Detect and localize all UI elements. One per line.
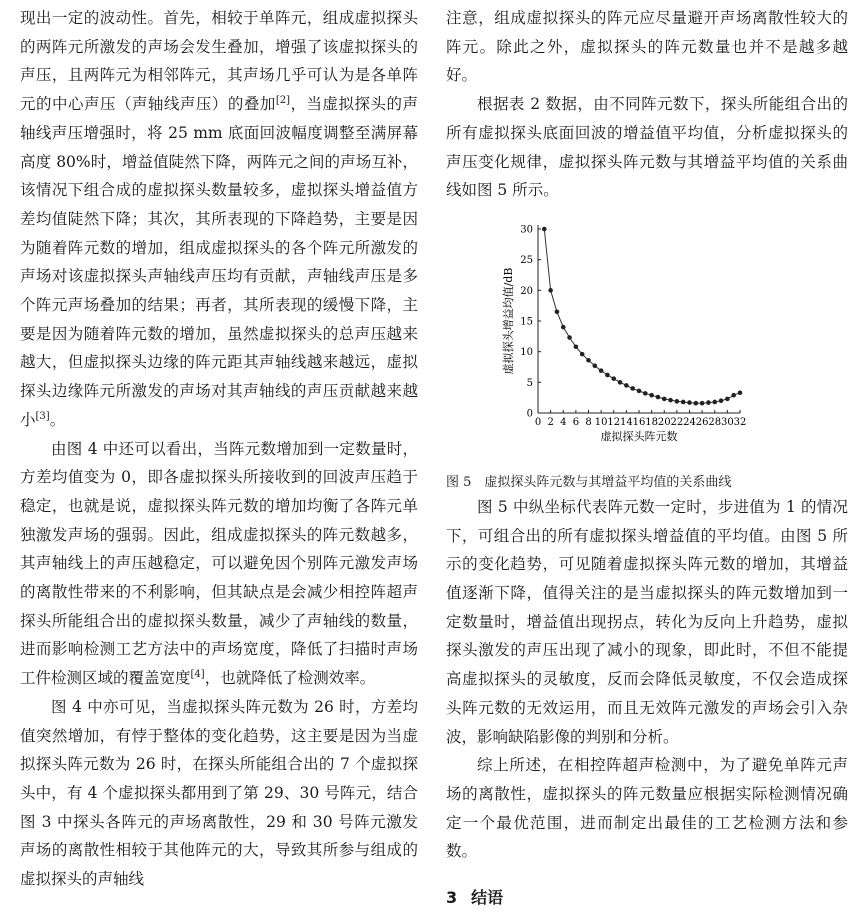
x-tick-label: 6 xyxy=(572,416,580,428)
data-point xyxy=(687,400,692,405)
x-tick-label: 14 xyxy=(620,416,633,428)
series-line xyxy=(544,229,740,403)
x-tick-label: 8 xyxy=(585,416,592,428)
y-axis-label: 虚拟探头增益均值/dB xyxy=(502,267,515,375)
data-point xyxy=(706,400,711,405)
data-point xyxy=(611,376,616,381)
figure-caption: 图 5 虚拟探头阵元数与其增益平均值的关系曲线 xyxy=(446,474,732,490)
paragraph: 图 5 中纵坐标代表阵元数一定时，步进值为 1 的情况下，可组合出的所有虚拟探头增益值的平均值。由图 5 所示的变化趋势，可见随着虚拟探头阵元数的增加，其增益值逐渐下降，值得关注的是当虚拟探头的阵元数增加到一定数量时，增益值出现拐点，转化为反向上升趋势，虚拟探头激发的声压出现了减小的现象，即此时，不但不能提高虚拟探头的灵敏度，反而会降低灵敏度，不仅会造成探头阵元数的无效运用，而且无效阵元激发的声场会引入杂波，影响缺陷影像的判别和分析。 xyxy=(446,497,848,746)
data-point xyxy=(548,288,553,293)
figure-5 xyxy=(446,211,848,473)
data-point xyxy=(649,393,654,398)
data-point xyxy=(624,383,629,388)
data-point xyxy=(681,400,686,405)
data-point xyxy=(662,397,667,402)
paragraph: 现出一定的波动性。首先，相较于单阵元，组成虚拟探头的两阵元所激发的声场会发生叠加，增强了该虚拟探头的声压，且两阵元为相邻阵元，其声场几乎可认为是各单阵元的中心声压（声轴线声压）的叠加[2]，当虚拟探头的声轴线声压增强时，将 25 mm 底面回波幅度调整至满屏幕高度 80%时，增益值陡然下降，两阵元之间的声场互补，该情况下组合成的虚拟探头数量较多，虚拟探头增益值方差均值陡然下降；其次，其所表现的下降趋势，主要是因为随着阵元数的增加，组成虚拟探头的各个阵元所激发的声场对该虚拟探头声轴线声压均有贡献，声轴线声压是多个阵元声场叠加的结果；再者，其所表现的缓慢下降，主要是因为随着阵元数的增加，虽然虚拟探头的总声压越来越大，但虚拟探头边缘的阵元距其声轴线越来越远，虚拟探头边缘阵元所激发的声场对其声轴线的声压贡献越来越小[3]。 xyxy=(20,9,418,429)
data-point xyxy=(580,352,585,357)
x-tick-label: 26 xyxy=(695,416,709,428)
x-tick-label: 28 xyxy=(708,416,722,428)
x-tick-label: 30 xyxy=(721,416,734,428)
x-tick-label: 16 xyxy=(632,416,646,428)
data-point xyxy=(542,227,547,232)
paragraph: 综上所述，在相控阵超声检测中，为了避免单阵元声场的离散性，虚拟探头的阵元数量应根据实际检测情况确定一个最优范围，进而制定出最佳的工艺检测方法和参数。 xyxy=(446,756,848,861)
section-heading xyxy=(446,884,848,913)
gain-curve-chart xyxy=(502,217,764,467)
citation: [3] xyxy=(35,410,50,422)
x-tick-label: 18 xyxy=(645,416,658,428)
section-title: 结语 xyxy=(471,888,504,908)
data-point xyxy=(738,390,743,395)
x-axis-label: 虚拟探头阵元数 xyxy=(600,429,678,443)
citation: [2] xyxy=(275,94,291,106)
section-number: 3 xyxy=(446,888,458,908)
data-point xyxy=(725,397,730,402)
data-point xyxy=(586,358,591,363)
x-tick-label: 4 xyxy=(560,416,567,428)
x-tick-label: 22 xyxy=(670,416,684,428)
data-point xyxy=(668,398,673,403)
left-column xyxy=(20,4,418,894)
data-point xyxy=(618,380,623,385)
y-tick-label: 15 xyxy=(520,316,533,328)
right-column xyxy=(446,4,848,913)
x-tick-label: 24 xyxy=(683,416,696,428)
x-tick-label: 10 xyxy=(594,416,608,428)
data-point xyxy=(630,386,635,391)
y-tick-label: 25 xyxy=(520,255,533,267)
data-point xyxy=(694,401,699,406)
y-tick-label: 5 xyxy=(526,377,533,389)
data-point xyxy=(656,395,661,400)
data-point xyxy=(561,325,566,330)
citation: [4] xyxy=(190,669,205,681)
x-tick-label: 0 xyxy=(534,416,542,428)
data-point xyxy=(731,393,736,398)
x-tick-label: 12 xyxy=(607,416,621,428)
paragraph: 根据表 2 数据，由不同阵元数下，探头所能组合出的所有虚拟探头底面回波的增益值平均值，分析虚拟探头的声压变化规律，虚拟探头阵元数与其增益平均值的关系曲线如图 5 所示。 xyxy=(446,95,848,200)
data-point xyxy=(675,399,680,404)
paragraph: 图 4 中亦可见，当虚拟探头阵元数为 26 时，方差均值突然增加，有悖于整体的变化趋势，这主要是因为当虚拟探头阵元数为 26 时，在探头所能组合出的 7 个虚拟探头中，有 4 个虚拟探头都用到了第 29、30 号阵元，结合图 3 中探头各阵元的声场离散性，29 和 30 号阵元激发声场的离散性相较于其他阵元的大，导致其所参与组成的虚拟探头的声轴线 xyxy=(20,697,418,889)
y-tick-label: 20 xyxy=(520,285,533,297)
data-point xyxy=(599,368,604,373)
x-tick-label: 20 xyxy=(657,416,671,428)
data-point xyxy=(555,309,560,314)
y-tick-label: 0 xyxy=(526,408,533,420)
data-point xyxy=(643,391,648,396)
data-point xyxy=(637,389,642,394)
y-tick-label: 10 xyxy=(520,347,533,359)
data-point xyxy=(567,335,572,340)
x-tick-label: 32 xyxy=(733,416,747,428)
data-point xyxy=(719,398,724,403)
paragraph: 注意，组成虚拟探头的阵元应尽量避开声场离散性较大的阵元。除此之外，虚拟探头的阵元数量也并不是越多越好。 xyxy=(446,9,848,85)
paragraph: 由图 4 中还可以看出，当阵元数增加到一定数量时，方差均值变为 0，即各虚拟探头所接收到的回波声压趋于稳定，也就是说，虚拟探头阵元数的增加均衡了各阵元单独激发声场的强弱。因此，组成虚拟探头的阵元数越多，其声轴线上的声压越稳定，可以避免因个别阵元激发声场的离散性带来的不利影响，但其缺点是会减少相控阵超声探头所能组合出的虚拟探头数量，减少了声轴线的数量，进而影响检测工艺方法中的声场宽度，降低了扫描时声场工件检测区域的覆盖宽度[4]，也就降低了检测效率。 xyxy=(20,439,418,688)
data-point xyxy=(593,363,598,368)
data-point xyxy=(605,373,610,378)
data-point xyxy=(712,400,717,405)
data-point xyxy=(574,344,579,349)
data-point xyxy=(700,401,705,406)
y-tick-label: 30 xyxy=(520,224,533,236)
x-tick-label: 2 xyxy=(547,416,554,428)
